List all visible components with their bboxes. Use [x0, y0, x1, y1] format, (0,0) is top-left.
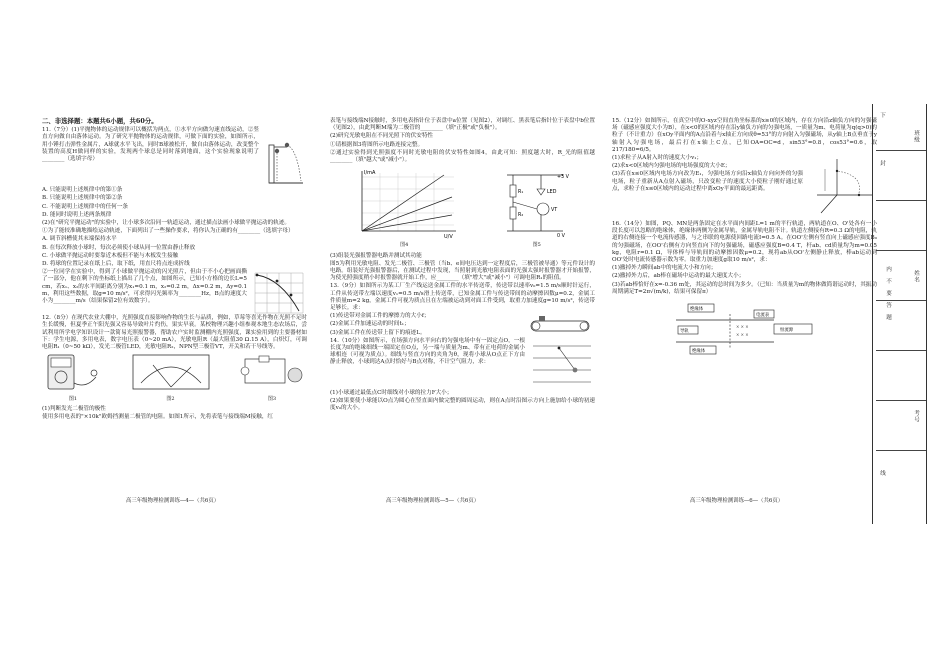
name-field-label: 姓名 [913, 270, 919, 284]
q13-part-1: (1)传送带对金属工件的摩擦力的大小f； [330, 313, 430, 320]
label-plus3v: +3 V [556, 175, 569, 181]
q13-part-2: (2)金属工件加速运动的时间t₁； [330, 321, 410, 328]
label-vt: VT [550, 208, 557, 214]
ohmmeter-dial-figure [131, 353, 211, 393]
answer-line [876, 400, 926, 401]
answer-line [876, 150, 926, 151]
q14-part-2: (2)如果要使小球能以O点为圆心在竖直面内做完整的圆周运动，则在A点时沿图示方向上施加给小球的初速度v₀的大小。 [330, 398, 595, 412]
q12-sub2-a: ①请根据图3将图所示电路连接完整。 [330, 141, 424, 148]
q13: 13.（9分）如图所示为某工厂生产线运送金属工件的水平传送带，传送带以速率v₀=1.5 m/s顺时针运行，工件从传送带左端以速度v₁=0.5 m/s滑上传送带，已知金属工件与传送带间的动摩擦因数μ=0.2，金属工件质量m=2 kg，金属工件可视为质点且在左端被运动到对面工件受到，取重力加速度g=10 m/s²，传送带足够长。求： [330, 283, 595, 312]
page-4-column [42, 118, 307, 513]
q11-apparatus-figure [263, 127, 307, 187]
q12-intro: 12.（8分）在现代农业大棚中，光照强度直接影响作物的生长与品质，例如，草莓等喜光作物在光照不足时生长缓慢，但夏季正午阳光强又容易导致叶片灼伤，果实早衰。某校物理兴趣小组参观本地生态农场后，尝试利用所学电学知识设计一款简易光照报警器，帮助农户实时监测棚内光照强度，课实验用到的主要器材如下：学生电源，多用电表，数字电压表（0~20 mA），光敏电阻R（最大阻值30 Ω.15 A），白炽灯，可调电阻R₁（0~50 kΩ），发光二极管LED，光敏电阻R₂，NPN型三极管VT，开关和若干导线等。 [42, 315, 307, 351]
exam-number-field-label: 考号 [913, 410, 919, 424]
binding-line-left [872, 104, 873, 524]
page-5-footer: 高三年级物理检测训练—5—（共6页） [386, 498, 480, 504]
q16: 16.（14分）如图，PQ、MN是两条固定在水平面内间距L=1 m的平行轨道，两轨道在O、O'处各有一小段长度可以忽略的绝缘体，绝缘体两侧为金属导轨，金属导轨电阻不计。轨道左侧接有R=0.3 Ω的电阻，轨道的右侧连接一个电流传感器，与之串联的电源使回路电流I=0.5 A。在OO'左侧有竖直向上磁感应强度B₀的匀强磁场，在OO'右侧有方向竖直向下的匀强磁场，磁感应强度B=0.4 T，杆ab、cd质量均为m=0.05 kg，电阻r=0.1 Ω，导体棒与导轨间的动摩擦因数μ=0.2，现将ab从OO'左侧静止释放，棒ab运动到OO'处时电流传感器示数为零。取重力加速度g取10 m/s²，求： [612, 221, 877, 264]
q15-part-1: (1)求粒子从A射入时的速度大小v₁； [612, 155, 703, 162]
binding-char: 线 [879, 470, 885, 477]
chart-x-label: U/V [444, 234, 454, 240]
q16-part-1: (1)撤掉外力瞬间ab中的电流大小和方向； [612, 265, 717, 272]
page-6-footer: 高三年级物理检测训练—6—（共6页） [690, 498, 784, 504]
q11-sub1: ①为了能较准确地描绘运动轨迹，下面列出了一些操作要求，将你认为正确的有________（选填字母） [42, 228, 294, 235]
figure-4-caption: 图4 [400, 242, 409, 249]
q12-sub2-b: ②通过实验得到光照强度不同时光敏电阻的伏安特性如图4，由此可知：照度越大时，R_光的阻值越________（填"越大"或"减小"）。 [330, 149, 595, 164]
coordinate-system-figure [807, 155, 877, 221]
q11-sub1-option-d: D. 将球的位置记录在纸上后，取下纸，用直尺将点连成折线 [42, 261, 190, 268]
label-insulator-bottom: 绝缘体 [691, 349, 705, 355]
label-r2: R₂ [517, 213, 524, 219]
chart-y-label: I/mA [364, 170, 376, 177]
figure-1 [42, 353, 104, 403]
q11-sub1-option-c: C. 小球做平抛运动时要靠近木板但不能与木板发生接触 [42, 252, 179, 259]
answer-line [876, 450, 926, 451]
q15-part-3: (3)若在x≤0区域内电场方向改为E₁，匀强电场方向沿x轴负方向向外的匀强电场，粒子重新从A点射入磁场，只改变粒子的速度大小使粒子刚好通过原点，求粒子在x≤0区域内的运动过程中离xOy平面的最远距离。 [612, 171, 803, 192]
q11-option-b: B. 只能说明上述规律中的第②条 [42, 195, 123, 202]
page-5-column [330, 118, 595, 513]
label-led: LED [546, 190, 557, 196]
q15: 15.（12分）如图所示，在真空中的O-xyz空间直角坐标系的x≥0的区域内，存在方向沿z轴负方向的匀强磁场（磁感应强度大小为B），在x<0的区域内存在沿y轴负方向的匀强电场，一质量为m、电荷量为q(q>0)的粒子（不计重力）在xOy平面内的A点沿着与x轴正方向成θ=53°的方向射入匀强磁场，从y轴上B点垂直于y轴射入匀强电场，最后打在x轴上C点，已知OA=OC=d，sin53°=0.8，cos53°=0.6，取217/180=6/5。 [612, 118, 877, 153]
q11-sub1-option-a: A. 调节斜槽使其末端保持水平 [42, 236, 117, 243]
q12-sub1: (1)判断发光二极管的极性 [42, 405, 106, 412]
q11-sub2: ②一位同学在实验中，得到了小球做平抛运动的闪光照片，但由于不小心把画面撕了一部分，他在剩下的坐标纸上描出了几个点，如图所示，已知小方格的边长L=5 cm，若x₁、x₂的水平间距离分别为x₁=0.1 m，x₂=0.2 m，Δx=0.2 m，Δy=0.1 m，利用这些数据，取g=10 m/s²，可求得闪光频率为________Hz，B点的速度大小为________m/s（结果保留2位有效数字）。 [42, 269, 247, 305]
page-6-column [612, 118, 877, 513]
section-header: 二、非选择题：本题共6小题，共60分。 [42, 117, 158, 125]
iv-characteristic-chart [348, 167, 460, 239]
label-current-source: 恒流源 [779, 328, 793, 334]
conveyor-belt-figure [525, 313, 595, 335]
q11-option-d: D. 能同时说明上述两条规律 [42, 211, 112, 218]
q15-part-2: (2)求x<0区域内匀强电场的电场强度的大小E； [612, 163, 731, 170]
q12-sub2: (2)研究光敏电阻在不同光照下的伏安特性 [330, 133, 434, 140]
q11-sub1-option-b: B. 在每次释放小球时，每次必须使小球从同一位置由静止释放 [42, 244, 196, 251]
circuit-figure-3 [237, 353, 307, 393]
answer-line [876, 250, 926, 251]
label-rail: 导轨 [679, 329, 689, 335]
answer-line [876, 350, 926, 351]
page-4-footer: 高三年级物理检测训练—4—（共6页） [126, 498, 220, 504]
binding-char: 内 [885, 266, 891, 273]
label-insulator-top: 绝缘体 [689, 307, 703, 313]
q11-option-c: C. 不能说明上述规律中的任何一条 [42, 203, 128, 210]
q14: 14.（10分）如图所示，在场强方向水平向右的匀强电场中有一固定点O，一根长度为l的绝缘细线一端固定在O点，另一端与质量为m、带有正电荷的金属小球相连（可视为质点）。细线与竖直方向的夹角为θ，现将小球从O点正下方由静止释放，小球到达A点时恰好与B点对称，不计空气阻力，求： [330, 337, 525, 366]
q11-intro: 11.（7分）(1)平抛物体的运动规律可以概括为两点，①水平方向做匀速直线运动，②竖直方向做自由落体运动。为了研究平抛物体的运动规律，可做下面的实验，如图所示，用小锤打击弹性金属片，A球就水平飞出，同时B球被松开，做自由落体运动，改变整个装置的高度H做同样的实验，发现两个球总是同时落到地面，这个实验现象说明了________（选填字母） [42, 127, 259, 163]
svg-text:× × ×: × × × [735, 332, 749, 338]
q12-figures-row [42, 353, 307, 403]
label-r1: R₁ [517, 190, 524, 196]
binding-char: 下 [879, 112, 885, 119]
answer-line [876, 300, 926, 301]
alarm-circuit-figure [497, 167, 577, 239]
figure-5-caption: 图5 [532, 242, 541, 249]
electric-field-figure [529, 338, 595, 390]
q16-part-3: (3)若ab棒恰好在x=-0.36 m处，其运动的总时间为多少。（已知：当质量为m的物体做简谐运动时，其振动周期满足T=2π√(m/k)，结果可保留π） [612, 281, 877, 295]
q13-part-3: (3)金属工件在传送带上留下的痕迹L。 [330, 329, 426, 336]
figure-5 [497, 167, 577, 249]
binding-char: 答 [885, 302, 891, 309]
q12-figures-4-5 [330, 167, 595, 249]
figure-2-caption: 图2 [166, 396, 175, 403]
binding-char: 不 [885, 278, 891, 285]
multimeter-figure [42, 353, 104, 393]
binding-char: 封 [879, 160, 885, 167]
q11-grid-figure [251, 269, 307, 315]
q12-sub3: (3)组装光强报警器电路并测试其功能 [330, 252, 422, 259]
svg-text:× × ×: × × × [735, 324, 749, 330]
figure-2 [131, 353, 211, 403]
figure-4 [348, 167, 460, 249]
figure-3 [237, 353, 307, 403]
q12-sub3-text: 图5为利用光敏电阻、发光二极管、三极管（当b、e间电压达到一定程度后，三极管被导通）等元件设计的电路。组装好光强报警器后，在测试过程中发现，当照射到光敏电阻表面的光强太强时报警器才开始报警，为使光照强度稍小时报警器就开始工作，应________（填"增大"或"减小"）可调电阻R₁的阻值。 [330, 260, 595, 282]
figure-1-caption: 图1 [68, 396, 78, 403]
label-ammeter: 电流表 [755, 313, 769, 319]
q11-part2: (2)在"研究平抛运动"的实验中，让小球多次沿同一轨道运动，通过描点法画小球做平抛运动的轨迹。 [42, 220, 291, 227]
label-0v: 0 V [556, 234, 565, 240]
q11-option-a: A. 只能说明上述规律中的第①条 [42, 187, 123, 194]
answer-line [876, 200, 926, 201]
binding-line-right [926, 104, 927, 524]
figure-3-caption: 图3 [267, 396, 277, 403]
q12-sub1-text: 使用多用电表的"×10k"欧姆挡测量二极管的电阻。如图1所示，先将表笔与接线端M接触，红 [42, 413, 274, 420]
q14-part-1: (1)小球通过最低点C时细线对小球的拉力F大小； [330, 389, 453, 396]
rail-circuit-figure [670, 300, 820, 360]
q16-part-2: (2)撤掉外力后，ab棒在磁场中运动的最大速度大小； [612, 273, 745, 280]
class-field-label: 班级 [913, 130, 919, 144]
binding-char: 题 [885, 314, 891, 321]
q12-continued: 表笔与接线端N接触时，多用电表指针位于表盘中a位置（见图2），对调红、黑表笔后指针位于表盘中b位置（见图2），由此判断M端为二极管的________（填"正极"或"负极"）。 [330, 118, 595, 132]
binding-char: 要 [885, 290, 891, 297]
